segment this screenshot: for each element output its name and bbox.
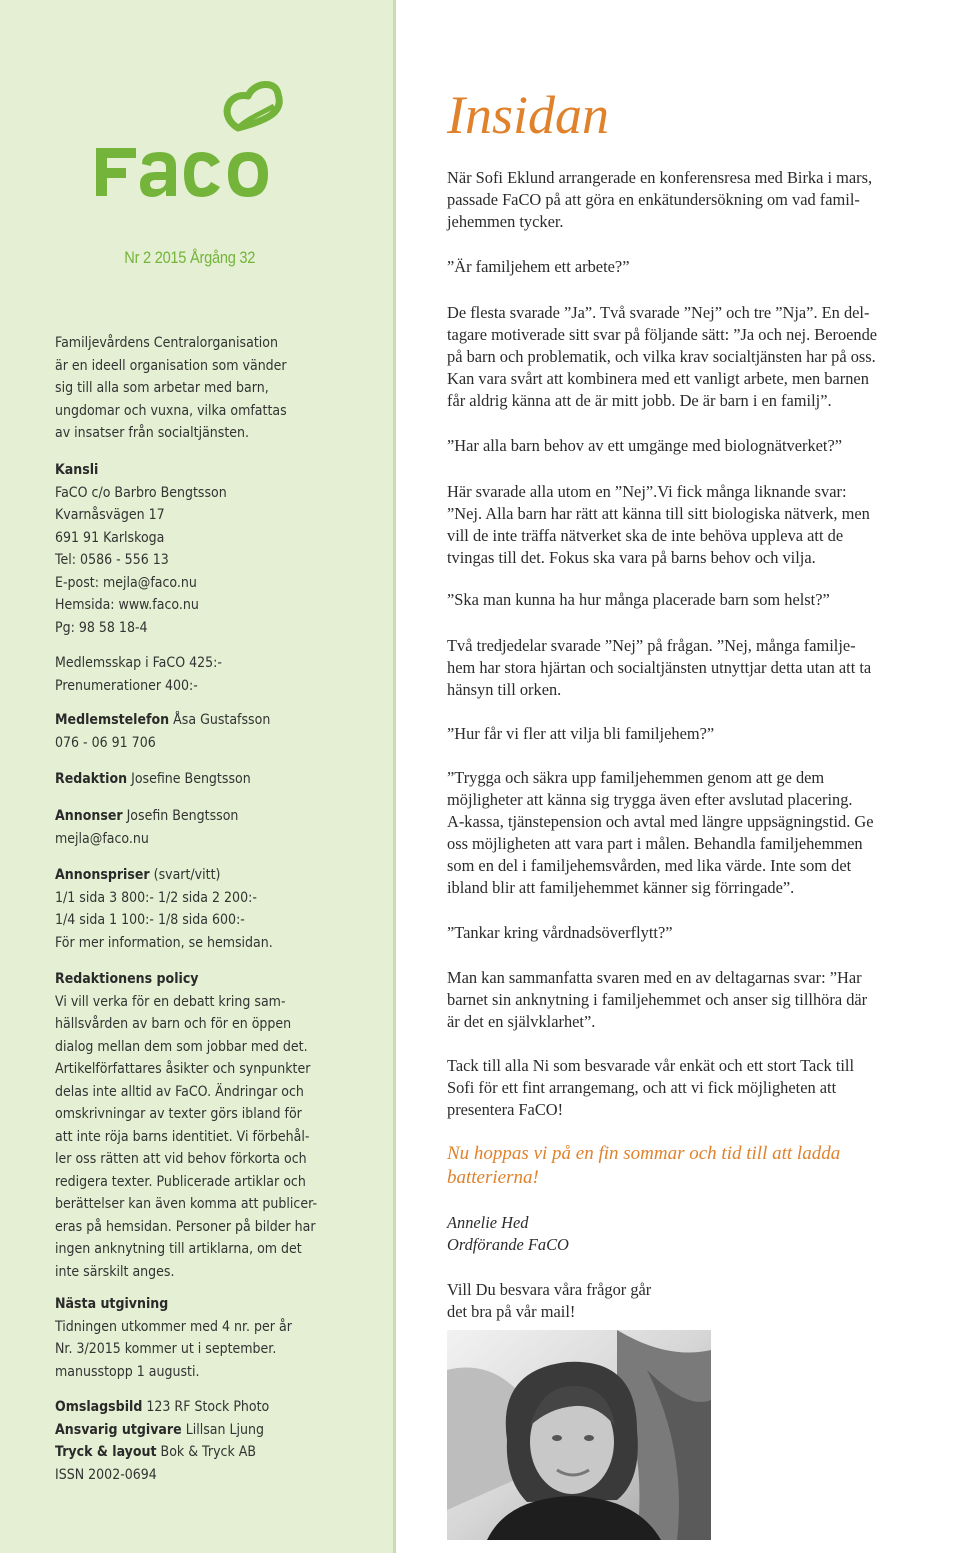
article-paragraph: När Sofi Eklund arrangerade en konferensresa med Birka i mars, passade FaCO på att göra en enkätundersökning om vad famil- jehemmen tycker.: [447, 168, 873, 231]
policy-heading: Redaktionens policy: [55, 971, 199, 987]
closing-greeting: Nu hoppas vi på en fin sommar och tid till att ladda batterierna!: [447, 1143, 841, 1188]
kansli-heading: Kansli: [55, 462, 99, 478]
faco-logo-heart-icon: [88, 72, 298, 207]
article-paragraph: Två tredjedelar svarade ”Nej” på frågan. ”Nej, många familje- hem har stora hjärtan och socialtjänsten utnyttjar detta utan att ta hänsyn till orken.: [447, 636, 872, 699]
membership-block: Medlemsskap i FaCO 425:- Prenumerationer 400:-: [55, 655, 222, 694]
article-paragraph: Tack till alla Ni som besvarade vår enkät och ett stort Tack till Sofi för ett fint arrangemang, och att vi fick möjligheten att presentera FaCO!: [447, 1056, 855, 1119]
article-paragraph: ”Trygga och säkra upp familjehemmen genom att ge dem möjligheter att känna sig trygga även efter avslutad placering. A-kassa, tjänstepension och avtal med längre uppsägningstid. Ge oss möjligheten att vara part i målen. Behandla familjehemmen som en del i familjehemsvården, med lika värde. Inte som det ibland blir att familjehemmet känner sig förringade”.: [447, 768, 874, 897]
outro-text: Vill Du besvara våra frågor går det bra på vår mail!: [447, 1280, 652, 1321]
issue-number: Nr 2 2015 Årgång 32: [124, 248, 255, 267]
issn: ISSN 2002-0694: [55, 1466, 157, 1483]
website-link[interactable]: Hemsida: www.faco.nu: [55, 597, 199, 613]
page-title: Insidan: [447, 85, 609, 145]
policy-block: Redaktionens policy Vi vill verka för en debatt kring sam- hällsvården av barn och för en öppen dialog mellan dem som jobbar med det. Artikelförfattares åsikter och synpunkter delas inte alltid av FaCO. Ändringar och omskrivningar av texter görs ibland för att inte röja barns identitiet. Vi förbehål- ler oss rätten att vid behov förkorta och redigera texter. Publicerade artiklar och berättelser kan även komma att publicer- eras på hemsidan. Personer på bilder har ingen anknytning till artiklarna, om det inte särskilt anges.: [55, 971, 318, 1280]
portrait-photo: [447, 1330, 711, 1540]
article-question: ”Tankar kring vårdnadsöverflytt?”: [447, 923, 673, 942]
article-paragraph: Här svarade alla utom en ”Nej”.Vi fick många liknande svar: ”Nej. Alla barn har rätt att känna till sitt biologiska nätverk, men vill de inte träffa nätverket ska de inte behöva uppleva att de tvingas till det. Fokus ska vara på barns behov och vilja.: [447, 482, 870, 567]
annonser-email-link[interactable]: mejla@faco.nu: [55, 830, 149, 847]
article-question: ”Är familjehem ett arbete?”: [447, 257, 630, 276]
medlemstelefon-block: Medlemstelefon Åsa Gustafsson 076 - 06 91 706: [55, 712, 271, 751]
article-question: ”Har alla barn behov av ett umgänge med biolognätverket?”: [447, 436, 843, 455]
article-question: ”Ska man kunna ha hur många placerade barn som helst?”: [447, 590, 830, 609]
next-issue-block: Nästa utgivning Tidningen utkommer med 4 nr. per år Nr. 3/2015 kommer ut i september. manusstopp 1 augusti.: [55, 1296, 292, 1380]
annonser-block: Annonser Josefin Bengtsson mejla@faco.nu: [55, 805, 325, 850]
kansli-block: Kansli FaCO c/o Barbro Bengtsson Kvarnåsvägen 17 691 91 Karlskoga Tel: 0586 - 556 13 E-post: mejla@faco.nu Hemsida: www.faco.nu Pg: 98 58 18-4: [55, 459, 325, 639]
intro-text: Familjevårdens Centralorganisation är en ideell organisation som vänder sig till alla som arbetar med barn, ungdomar och vuxna, vilka omfattas av insatser från socialtjänsten.: [55, 335, 287, 441]
annonspriser-block: Annonspriser (svart/vitt) 1/1 sida 3 800:- 1/2 sida 2 200:- 1/4 sida 1 100:- 1/8 sida 600:- För mer information, se hemsidan.: [55, 867, 273, 951]
article-paragraph: De flesta svarade ”Ja”. Två svarade ”Nej” och tre ”Nja”. En del- tagare motiverade sitt svar på följande sätt: ”Ja och nej. Beroende på barn och problematik, och vilka krav socialtjänsten har på oss. Kan vara svårt att kombinera med ett vanligt arbete, men barnen får aldrig känna att de är mitt jobb. De är barn i en familj”.: [447, 303, 878, 410]
sidebar: [0, 0, 396, 1553]
signature: Annelie Hed Ordförande FaCO: [447, 1213, 569, 1254]
email-link[interactable]: E-post: mejla@faco.nu: [55, 574, 197, 591]
article-question: ”Hur får vi fler att vilja bli familjehem?”: [447, 724, 715, 743]
redaktion-block: Redaktion Josefine Bengtsson: [55, 771, 251, 787]
next-issue-heading: Nästa utgivning: [55, 1296, 169, 1312]
credits-block: Omslagsbild 123 RF Stock Photo Ansvarig utgivare Lillsan Ljung Tryck & layout Bok & Tryck AB ISSN 2002-0694: [55, 1396, 325, 1486]
article-paragraph: Man kan sammanfatta svaren med en av deltagarnas svar: ”Har barnet sin anknytning i familjehemmet och anser sig tillhöra där är det en självklarhet”.: [447, 968, 868, 1031]
